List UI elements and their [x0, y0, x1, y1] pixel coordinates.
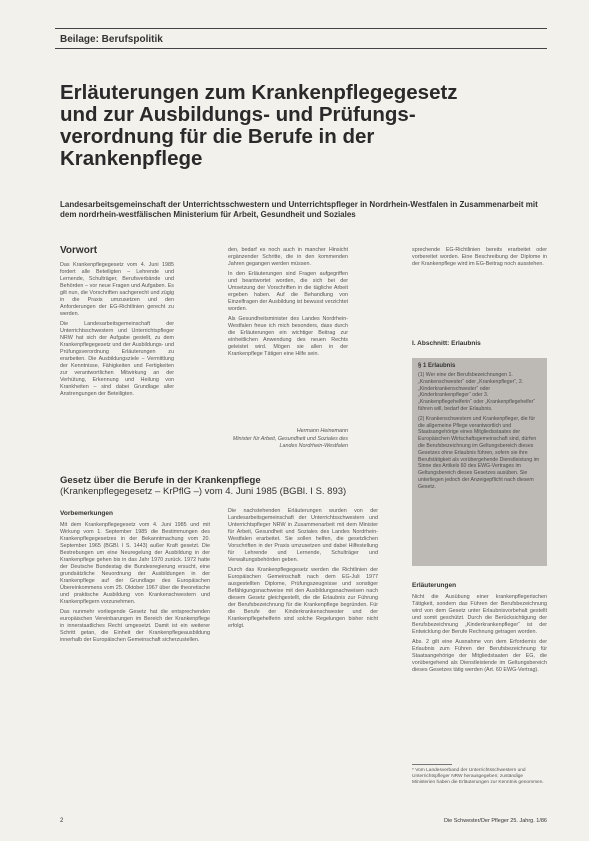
supplement-label: Beilage: Berufspolitik	[60, 34, 163, 45]
erlaeuterungen-paragraph: Abs. 2 gilt eine Ausnahme von dem Erfordernis der Erlaubnis zum Führen der Berufsbezeichnung für Staatsangehörige der Mitgliedstaaten der EG, die vorübergehend als Dienstleistende im Geltungsbereich dieses Gesetzes tätig werden (Art. 60 EWG-Vertrag).	[412, 639, 547, 673]
signature-name: Hermann Heinemann	[296, 428, 348, 434]
erlaeuterungen-heading: Erläuterungen	[412, 582, 457, 589]
paragraph-1-text	[412, 372, 547, 491]
law-subtitle: (Krankenpflegegesetz – KrPflG –) vom 4. Juni 1985 (BGBl. I S. 893)	[60, 486, 347, 497]
header-rule-bottom	[55, 48, 547, 49]
vorwort-column-1	[60, 262, 174, 401]
vorbemerkungen-col1-paragraph: Das nunmehr vorliegende Gesetz hat die entsprechenden europäischen Vereinbarungen im Bereich der Krankenpflege in innerstaatliches Recht umgesetzt. Damit ist ein weiterer Schritt getan, die Einheit der Krankenpflegeausbildung innerhalb der Europäischen Gemeinschaft sicherzustellen.	[60, 609, 210, 643]
paragraph-1-box	[412, 358, 547, 566]
journal-footer: Die Schwester/Der Pfleger 25. Jahrg. 1/86	[443, 818, 547, 824]
page-number: 2	[60, 818, 64, 824]
paragraph-1-heading: § 1 Erlaubnis	[418, 363, 456, 369]
vorwort-col3-paragraph: sprechende EG-Richtlinien bereits erarbeitet oder vorbereitet worden. Eine Beschreibung der Diplome in der Krankenpflege wird im EG-Beitrag noch ausstehen.	[412, 247, 547, 267]
paragraph-1-clause: (2) Krankenschwestern und Krankenpfleger, die für die allgemeine Pflege verantwortlich und Staatsangehörige eines Mitgliedsstaates der Europäischen Wirtschaftsgemeinschaft sind, dürfen die Berufsbezeichnung im Geltungsbereich dieses Gesetzes ohne Erlaubnis führen, sofern sie ihre Berufstätigkeit als vorübergehende Dienstleistung im Sinne des Artikels 60 des EWG-Vertrages im Geltungsbereich dieses Gesetzes ausüben. Sie unterliegen jedoch der Anzeigepflicht nach diesem Gesetz.	[418, 415, 540, 490]
vorbemerkungen-col2-paragraph: Durch das Krankenpflegegesetz werden die Richtlinien der Europäischen Gemeinschaft nach dem EG-Juli 1977 ausgestellten Diplome, Prüfungszeugnisse und sonstiger Befähigungsnachweise mit den Ausbildungsnachweisen nach diesem Gesetz gleichgestellt, die die Erlaubnis zur Führung der Berufsbezeichnung für die Krankenpflege begründen. Für die Berufe der Kinderkrankenschwester und der Krankenpflegehelferin sind solche Regelungen bisher nicht erfolgt.	[228, 567, 378, 629]
paragraph-1-clause: (1) Wer eine der Berufsbezeichnungen 1. „Krankenschwester“ oder „Krankenpfleger“, 2. „Kinderkrankenschwester“ oder „Kinderkrankenpfleger“ oder 3. „Krankenpflegehelferin“ oder „Krankenpflegehelfer“ führen will, bedarf der Erlaubnis.	[418, 372, 536, 412]
vorbemerkungen-column-2	[228, 508, 378, 633]
footnote-rule	[412, 764, 452, 765]
vorwort-heading: Vorwort	[60, 245, 98, 256]
vorbemerkungen-col2-paragraph: Die nachstehenden Erläuterungen wurden von der Landesarbeitsgemeinschaft der Unterrichtsschwestern und Unterrichtspfleger NRW in Zusammenarbeit mit dem Minister für Arbeit, Gesundheit und Soziales des Landes Nordrhein-Westfalen erarbeitet. Sie sollen helfen, die gesetzlichen Vorschriften in der Praxis umzusetzen und dabei Hilfestellung für Lehrende und Lernende, Schulträger und Verwaltungsbehörden geben.	[228, 508, 378, 563]
law-title-block	[60, 475, 350, 497]
vorwort-column-3	[412, 247, 547, 271]
erlaeuterungen-paragraph: Nicht die Ausübung einer krankenpflegerischen Tätigkeit, sondern das Führen der Berufsbezeichnung wird von dem Gesetz unter Erlaubnisvorbehalt gestellt und somit geschützt. Durch die Berücksichtigung der Berufsbezeichnung „Kinderkrankenpfleger“ ist der Entwicklung der Berufe Rechnung getragen worden.	[412, 594, 547, 635]
signature-role: Minister für Arbeit, Gesundheit und Soziales des Landes Nordrhein-Westfalen	[232, 436, 348, 449]
erlaeuterungen-text	[412, 594, 547, 677]
vorwort-column-2	[228, 247, 348, 361]
vorwort-col1-paragraph: Die Landesarbeitsgemeinschaft der Unterrichtsschwestern und Unterrichtspfleger NRW hat sich der Aufgabe gestellt, zu dem Krankenpflegegesetz und der Ausbildungs- und Prüfungsverordnung Erläuterungen zu erarbeiten. Die Ausbildungsziele – Vermittlung der Kenntnisse, Fähigkeiten und Fertigkeiten zur verantwortlichen Mitwirkung an der Verhütung, Erkennung und Heilung von Krankheiten – sind dabei Grundlage aller Anstrengungen der Beteiligten.	[60, 321, 174, 397]
vorwort-col1-paragraph: Das Krankenpflegegesetz vom 4. Juni 1985 fordert alle Beteiligten – Lehrende und Lernende, Schulträger, Berufsverbände und Behörden – vor neue Fragen und Aufgaben. Es gilt nun, die Vorschriften sachgerecht und zügig in die Praxis umzusetzen und den Anforderungen der EG-Richtlinien gerecht zu werden.	[60, 262, 174, 317]
vorwort-col2-paragraph: In den Erläuterungen sind Fragen aufgegriffen und beantwortet worden, die sich bei der Umsetzung der Vorschriften in die tägliche Arbeit ergeben haben. Auf die Behandlung von Einzelfragen der Ausbildung ist bewusst verzichtet worden.	[228, 271, 348, 312]
law-title: Gesetz über die Berufe in der Krankenpflege	[60, 475, 261, 486]
vorwort-col2-paragraph: den, bedarf es noch auch in mancher Hinsicht ergänzender Schritte, die in den kommenden Jahren gegangen werden müssen.	[228, 247, 348, 267]
article-subtitle: Landesarbeitsgemeinschaft der Unterrichtsschwestern und Unterrichtspfleger in Nordrhein-Westfalen in Zusammenarbeit mit dem nordrhein-westfälischen Ministerium für Arbeit, Gesundheit und Soziales	[60, 200, 538, 219]
vorbemerkungen-column-1	[60, 522, 210, 647]
header-rule-top	[55, 28, 547, 29]
vorbemerkungen-heading: Vorbemerkungen	[60, 510, 113, 517]
vorwort-col2-paragraph: Als Gesundheitsminister des Landes Nordrhein-Westfalen freue ich mich besonders, dass durch die Erläuterungen ein wichtiger Beitrag zur einheitlichen Anwendung des neuen Rechts geleistet wird. Mögen sie allen in der Krankenpflege Tätigen eine Hilfe sein.	[228, 316, 348, 357]
footnote: * Vom Landesverband der Unterrichtsschwestern und Unterrichtspfleger NRW herausgegeben; zuständige Ministerien haben die Erläuterungen zur Kenntnis genommen.	[412, 768, 544, 785]
abschnitt-heading: I. Abschnitt: Erlaubnis	[412, 340, 481, 347]
article-title: Erläuterungen zum Krankenpflegegesetz und zur Ausbildungs- und Prüfungs- verordnung für die Berufe in der Krankenpflege	[60, 81, 458, 170]
vorbemerkungen-col1-paragraph: Mit dem Krankenpflegegesetz vom 4. Juni 1985 und mit Wirkung vom 1. September 1985 die Bestimmungen des Krankenpflegegesetzes in der Bekanntmachung vom 20. September 1965 (BGBl. I S. 1443) außer Kraft gesetzt. Die Bestrebungen um eine Neuregelung der Ausbildung in der Krankenpflege gehen bis in das Jahr 1970 zurück. 1972 hatte der Deutsche Bundestag die Bundesregierung ersucht, eine grundsätzliche Neuordnung der Ausbildungen in der Krankenpflege auf der Grundlage des Europäischen Übereinkommens vom 25. Oktober 1967 über die theoretische und praktische Ausbildung von Krankenschwestern und Krankenpflegern vorzunehmen.	[60, 522, 210, 605]
